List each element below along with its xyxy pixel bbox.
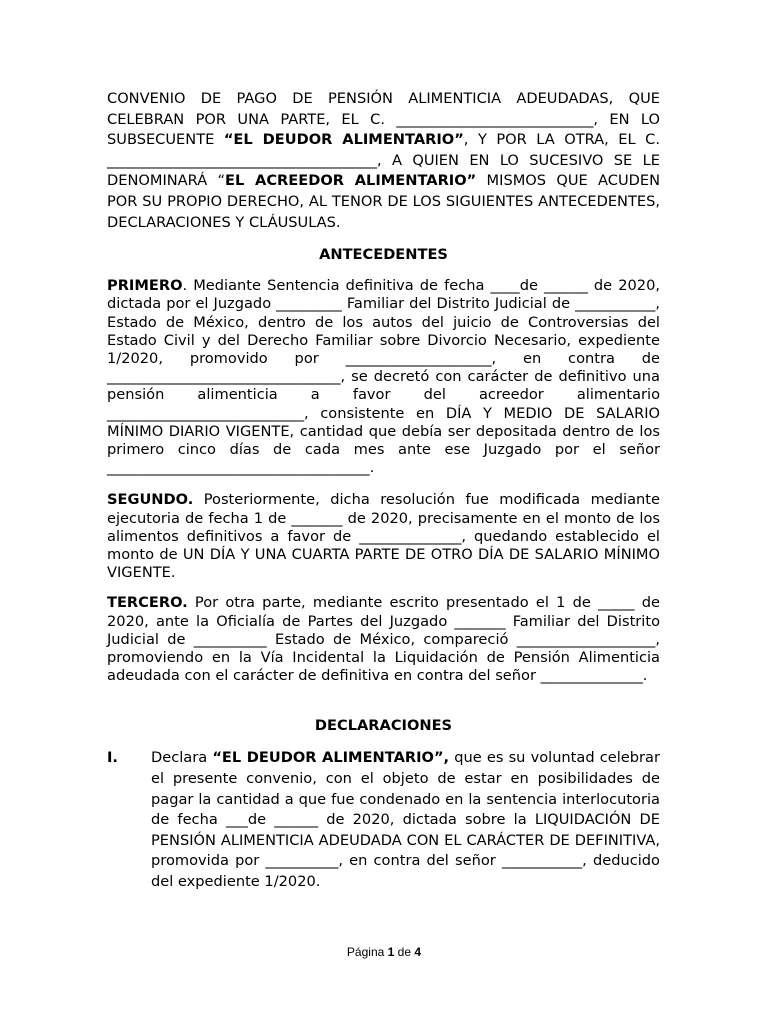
intro-bold-acreedor: EL ACREEDOR ALIMENTARIO” — [225, 172, 477, 190]
declaracion-item — [107, 748, 660, 892]
intro-text-2: , Y POR LA OTRA, EL C. _____________________________________, A QUIEN EN LO SUCESIVO SE LE DENOMINARÁ “ — [107, 131, 660, 190]
document-page — [107, 89, 660, 893]
segundo-label: SEGUNDO. — [107, 491, 194, 509]
page-separator: de — [397, 945, 412, 959]
declaracion-bold: “EL DEUDOR ALIMENTARIO”, — [212, 749, 450, 767]
page-footer — [0, 945, 768, 959]
tercero-text: Por otra parte, mediante escrito presentado el 1 de _____ de 2020, ante la Oficialía de Partes del Juzgado _______ Familiar del Distrito Judicial de __________ Estado de México, compareció ___________________, promoviendo en la Vía Incidental la Liquidación de Pensión Alimenticia adeudada con el carácter de definitiva en contra del señor ______________. — [107, 594, 660, 685]
declaracion-number: I. — [107, 749, 118, 767]
segundo-paragraph — [107, 491, 660, 582]
tercero-label: TERCERO. — [107, 594, 188, 612]
antecedentes-heading: ANTECEDENTES — [319, 246, 448, 264]
declaracion-post: que es su voluntad celebrar el presente convenio, con el objeto de estar en posibilidades de pagar la cantidad a que fue condenado en la sentencia interlocutoria de fecha ___de ______ de 2020, dictada sobre la LIQUIDACIÓN DE PENSIÓN ALIMENTICIA ADEUDADA CON EL CARÁCTER DE DEFINITIVA, promovida por __________, en contra del señor ___________, deducido del expediente 1/2020. — [151, 749, 660, 890]
primero-text: . Mediante Sentencia definitiva de fecha ____de ______ de 2020, dictada por el Juzgado _________ Familiar del Distrito Judicial de ___________, Estado de México, dentro de los autos del juicio de Controversias del Estado Civil y del Derecho Familiar sobre Divorcio Necesario, expediente 1/2020, promovido por ____________________, en contra de ________________________________, se decretó con carácter de definitivo una pensión alimenticia a favor del acreedor alimentario ___________________________, consistente en DÍA Y MEDIO DE SALARIO MÍNIMO DIARIO VIGENTE, cantidad que debía ser depositada dentro de los primero cinco días de cada mes ante ese Juzgado por el señor ____________________________________. — [107, 277, 660, 477]
declaraciones-heading: DECLARACIONES — [314, 717, 453, 735]
primero-paragraph — [107, 277, 660, 477]
declaracion-pre: Declara — [151, 749, 213, 767]
segundo-text: Posteriormente, dicha resolución fue modificada mediante ejecutoria de fecha 1 de _______ de 2020, precisamente en el monto de los alimentos definitivos a favor de ______________, quedando establecido el monto de UN DÍA Y UNA CUARTA PARTE DE OTRO DÍA DE SALARIO MÍNIMO VIGENTE. — [107, 491, 660, 582]
intro-text-3: MISMOS QUE ACUDEN POR SU PROPIO DERECHO, AL TENOR DE LOS SIGUIENTES ANTECEDENTES, DECLARACIONES Y CLÁUSULAS. — [107, 172, 660, 231]
total-pages: 4 — [414, 945, 422, 959]
intro-paragraph — [107, 89, 660, 233]
tercero-paragraph — [107, 594, 660, 685]
current-page-number: 1 — [387, 945, 395, 959]
intro-text-1: CONVENIO DE PAGO DE PENSIÓN ALIMENTICIA ADEUDADAS, QUE CELEBRAN POR UNA PARTE, EL C. ___________________________, EN LO SUBSECUENTE — [107, 90, 660, 149]
intro-bold-deudor: “EL DEUDOR ALIMENTARIO” — [223, 131, 464, 149]
declaracion-text — [151, 748, 660, 892]
page-label: Página — [346, 945, 385, 959]
primero-label: PRIMERO — [107, 277, 183, 295]
